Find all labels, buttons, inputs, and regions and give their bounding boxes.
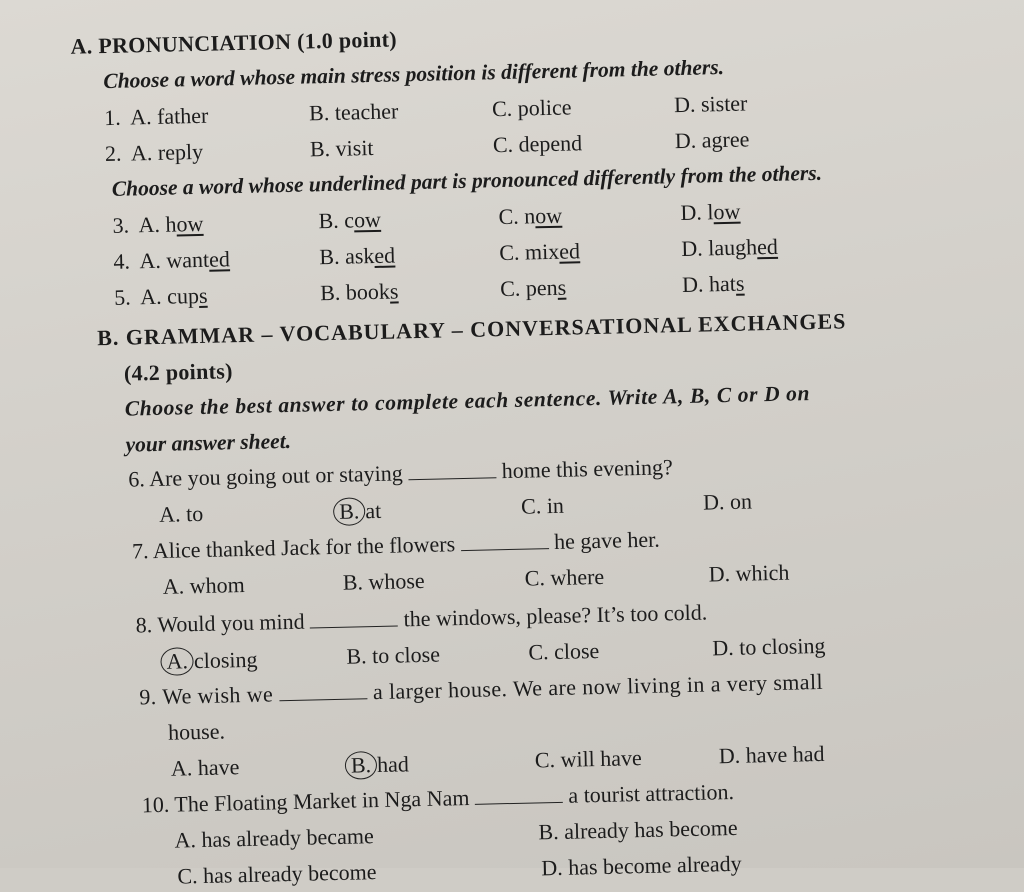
answer-circle: B.: [333, 497, 366, 526]
q10-option-b[interactable]: B. already has become: [538, 814, 738, 845]
q3-option-a[interactable]: A. how: [138, 210, 204, 238]
q9-option-b[interactable]: B. had: [351, 750, 410, 779]
q4-option-d[interactable]: D. laughed: [681, 233, 779, 262]
q7-option-d[interactable]: D. which: [708, 559, 790, 587]
q8-blank: [310, 608, 398, 629]
q8-option-d[interactable]: D. to closing: [712, 632, 826, 661]
q9-option-d[interactable]: D. have had: [718, 740, 825, 769]
stress-instruction: Choose a word whose main stress position is different from the others.: [103, 54, 725, 94]
q9-option-a[interactable]: A. have: [170, 754, 240, 781]
q6-option-a[interactable]: A. to: [158, 500, 204, 527]
q3-option-b[interactable]: B. cow: [318, 206, 382, 234]
q9-option-c[interactable]: C. will have: [534, 745, 643, 773]
q1-option-d[interactable]: D. sister: [673, 90, 748, 118]
section-b-instruction-line1: Choose the best answer to complete each sentence. Write A, B, C or D on: [124, 381, 811, 421]
section-b-points: (4.2 points): [123, 358, 233, 386]
section-b-heading: B. GRAMMAR – VOCABULARY – CONVERSATIONAL EXCHANGES: [96, 308, 847, 351]
section-b-instruction-line2: your answer sheet.: [125, 428, 292, 457]
sound-instruction: Choose a word whose underlined part is pronounced differently from the others.: [111, 160, 823, 201]
q7-option-b[interactable]: B. whose: [342, 567, 425, 595]
q8-option-c[interactable]: C. close: [528, 637, 600, 665]
q4-number: 4.: [113, 248, 131, 274]
q7-blank: [460, 530, 548, 551]
section-a-heading: A. PRONUNCIATION (1.0 point): [70, 26, 398, 59]
q3-option-c[interactable]: C. now: [498, 202, 563, 230]
q5-option-a[interactable]: A. cups: [139, 282, 208, 310]
q5-option-c[interactable]: C. pens: [499, 274, 567, 302]
q10-option-a[interactable]: A. has already became: [174, 823, 374, 853]
q10-option-c[interactable]: C. has already become: [177, 859, 377, 889]
q2-number: 2.: [104, 140, 122, 167]
q10-stem: 10. The Floating Market in Nga Nam a tourist attraction.: [141, 778, 735, 818]
q9-stem: 9. We wish we a larger house. We are now living in a very small: [139, 668, 824, 710]
q3-option-d[interactable]: D. low: [680, 198, 741, 226]
q1-number: 1.: [103, 104, 121, 131]
q7-stem: 7. Alice thanked Jack for the flowers he gave her.: [131, 526, 661, 564]
q3-number: 3.: [112, 212, 130, 238]
q1-option-b[interactable]: B. teacher: [308, 98, 399, 126]
q9-blank: [279, 680, 367, 701]
q2-option-b[interactable]: B. visit: [309, 134, 374, 162]
exam-sheet: [62, 1, 982, 889]
q6-option-b[interactable]: B. at: [339, 497, 382, 526]
q5-number: 5.: [113, 284, 132, 310]
q1-option-c[interactable]: C. police: [491, 94, 572, 122]
q6-option-c[interactable]: C. in: [520, 492, 565, 519]
answer-circle: B.: [345, 751, 378, 780]
q8-option-b[interactable]: B. to close: [346, 641, 441, 669]
q10-blank: [475, 784, 563, 805]
answer-circle: A.: [160, 647, 194, 676]
q2-option-c[interactable]: C. depend: [492, 130, 583, 158]
q4-option-c[interactable]: C. mixed: [499, 238, 581, 266]
q10-option-d[interactable]: D. has become already: [541, 850, 742, 881]
q5-option-b[interactable]: B. books: [319, 278, 399, 306]
q8-stem: 8. Would you mind the windows, please? It’s too cold.: [135, 599, 708, 638]
q9-stem-continued: house.: [167, 718, 226, 745]
q6-stem: 6. Are you going out or staying home this evening?: [128, 454, 673, 492]
q4-option-a[interactable]: A. wanted: [139, 246, 231, 274]
q1-option-a[interactable]: A. father: [129, 102, 209, 130]
q7-option-c[interactable]: C. where: [524, 563, 605, 591]
q6-blank: [408, 459, 496, 480]
q4-option-b[interactable]: B. asked: [319, 242, 396, 270]
q7-option-a[interactable]: A. whom: [162, 572, 245, 599]
q5-option-d[interactable]: D. hats: [681, 270, 745, 297]
q2-option-d[interactable]: D. agree: [674, 126, 750, 154]
q2-option-a[interactable]: A. reply: [130, 138, 204, 166]
q6-option-d[interactable]: D. on: [702, 488, 753, 515]
q8-option-a[interactable]: A. closing: [166, 646, 258, 676]
